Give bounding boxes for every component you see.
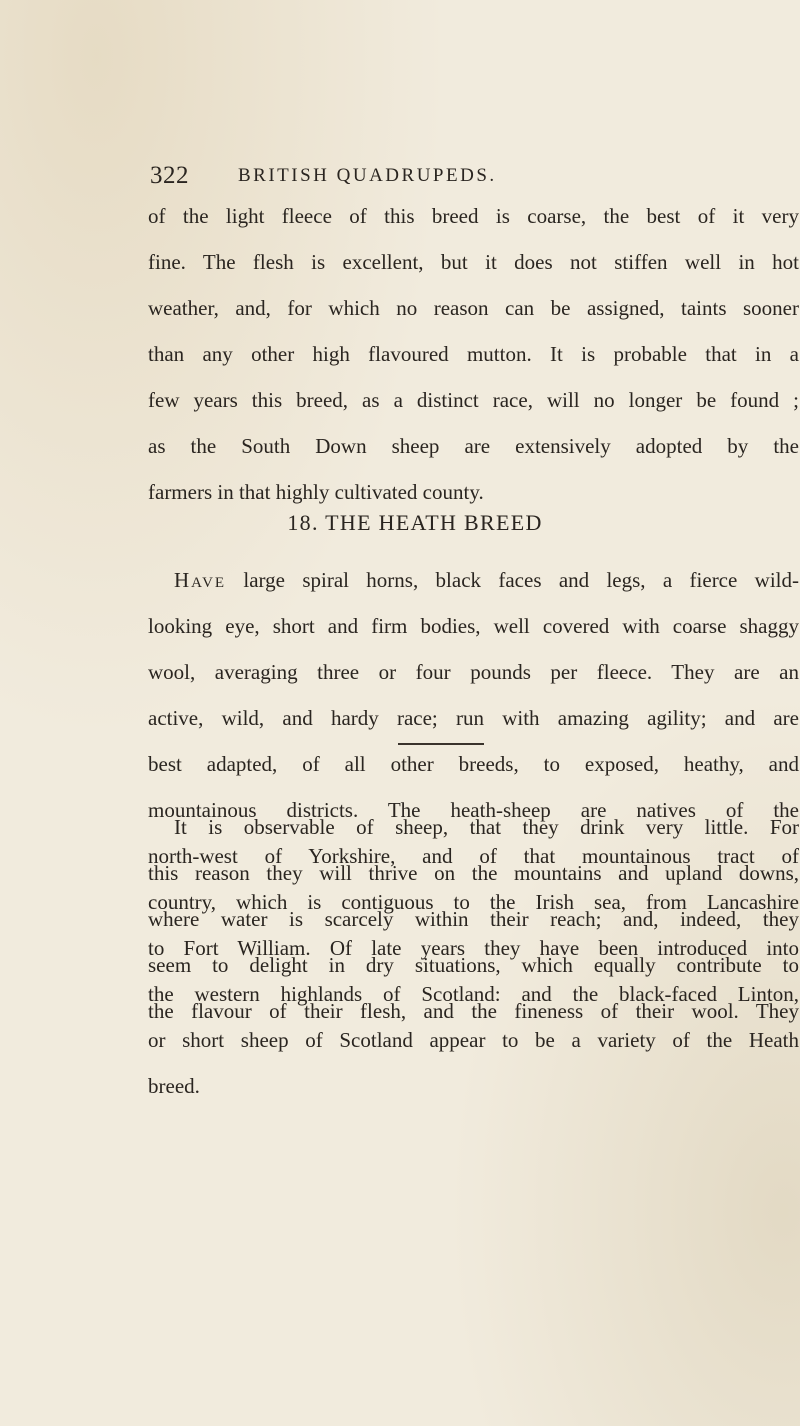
text-line: wool, averaging three or four pounds per fleece. They are an (148, 660, 799, 684)
text-line: country, which is contiguous to the Irish sea, from Lancashire (148, 890, 799, 914)
running-header (0, 162, 800, 196)
text-line: than any other high flavoured mutton. It is probable that in a (148, 342, 799, 366)
text-line: few years this breed, as a distinct race, will no longer be found ; (148, 388, 799, 412)
text-line: fine. The flesh is excellent, but it does not stiffen well in hot (148, 250, 799, 274)
text-line: farmers in that highly cultivated county. (148, 480, 484, 504)
text-line: mountainous districts. The heath-sheep are natives of the (148, 798, 799, 822)
text-line: the western highlands of Scotland: and the black-faced Linton, (148, 982, 799, 1006)
text-line: to Fort William. Of late years they have been introduced into (148, 936, 799, 960)
running-title: BRITISH QUADRUPEDS. (238, 165, 497, 186)
text-line: north-west of Yorkshire, and of that mountainous tract of (148, 844, 799, 868)
text-line: weather, and, for which no reason can be assigned, taints sooner (148, 296, 799, 320)
text-line: active, wild, and hardy race; run with amazing agility; and are (148, 706, 799, 730)
section-heading-text: 18. THE HEATH BREED (287, 510, 543, 535)
text-line: or short sheep of Scotland appear to be a variety of the Heath (148, 1028, 799, 1052)
text-line-first (148, 557, 799, 603)
text-line: the flavour of their flesh, and the fineness of their wool. They (148, 999, 799, 1023)
text-line: of the light fleece of this breed is coarse, the best of it very (148, 204, 799, 228)
text-line-first: It is observable of sheep, that they drink very little. For (174, 815, 799, 839)
first-line-rest: large spiral horns, black faces and legs, a fierce wild- (226, 568, 799, 592)
text-line: best adapted, of all other breeds, to exposed, heathy, and (148, 752, 799, 776)
text-line: this reason they will thrive on the mountains and upland downs, (148, 861, 799, 885)
text-line: looking eye, short and firm bodies, well covered with coarse shaggy (148, 614, 799, 638)
page-number: 322 (150, 162, 189, 189)
text-line: as the South Down sheep are extensively adopted by the (148, 434, 799, 458)
text-line: breed. (148, 1074, 200, 1098)
drop-word: Have (174, 568, 227, 592)
text-line: where water is scarcely within their reach; and, indeed, they (148, 907, 799, 931)
section-divider-rule (398, 743, 484, 745)
section-heading (0, 510, 800, 536)
paragraph-observation (148, 804, 800, 1034)
text-line: seem to delight in dry situations, which equally contribute to (148, 953, 799, 977)
paragraph-continued (148, 193, 800, 515)
